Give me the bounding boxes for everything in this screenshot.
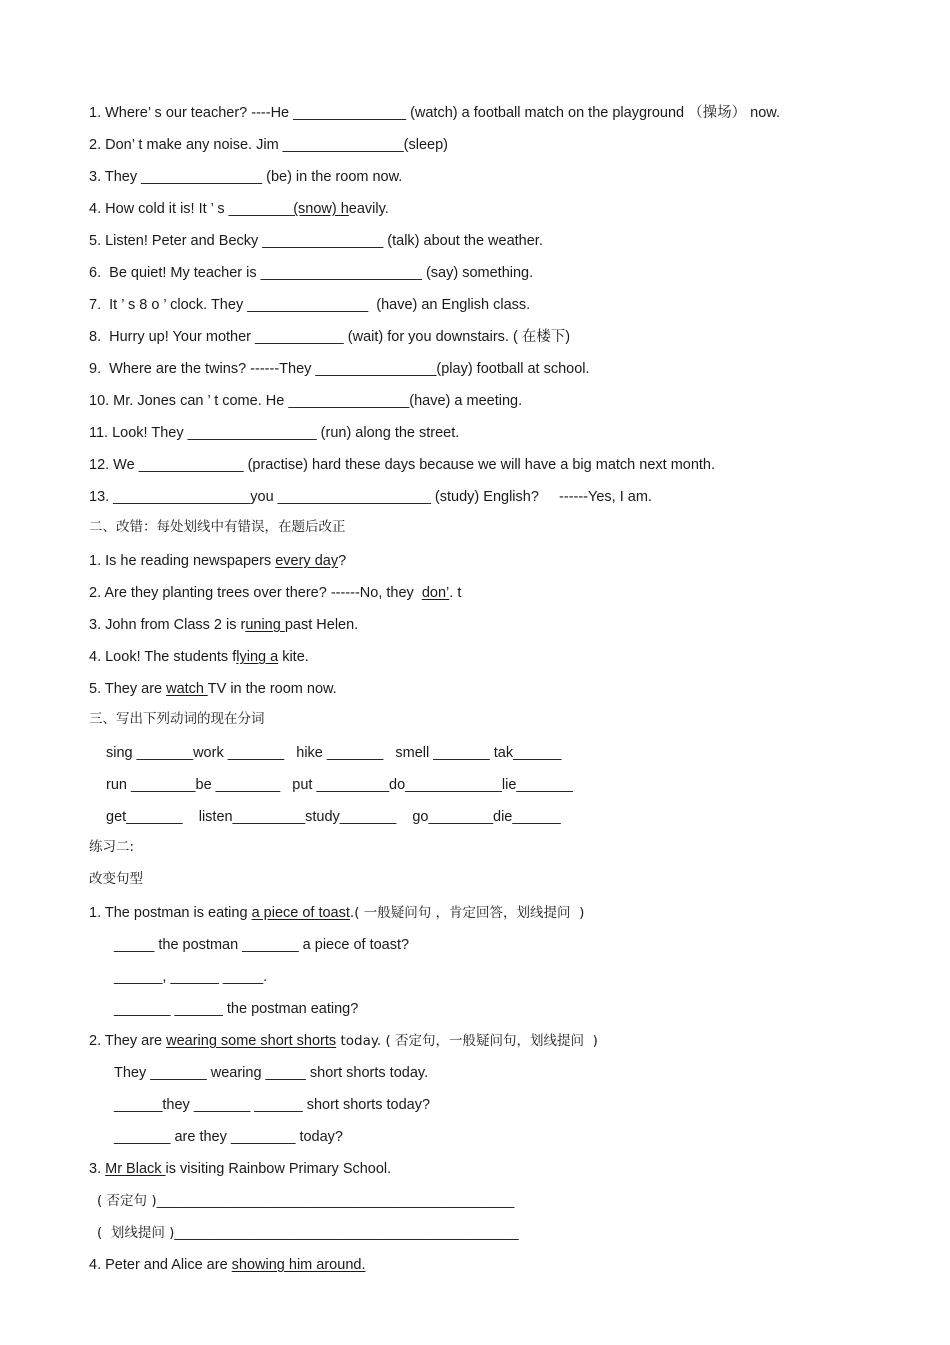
p2-q4-text-end: kite.	[278, 649, 309, 665]
q3-line: 3. They _______________ (be) in the room now.	[89, 169, 403, 185]
p2-q4-text: 4. Look! The students f	[89, 649, 237, 665]
p2-q2-underlined: don’	[421, 585, 450, 601]
s3-underlined: Mr Black	[105, 1161, 166, 1177]
q12-line: 12. We _____________ (practise) hard these days because we will have a big match next month.	[89, 457, 716, 473]
p2-q2-text-end: . t	[449, 585, 462, 601]
s3-line	[89, 1160, 391, 1178]
verb-row-2: run ________be ________ put _________do____________lie_______	[106, 777, 573, 793]
s4-text: 4. Peter and Alice are	[89, 1257, 232, 1273]
part3-heading: 三、写出下列动词的现在分词	[89, 711, 265, 727]
s2-line	[89, 1032, 598, 1050]
p2-q3-text-end: past Helen.	[284, 617, 359, 633]
s2-underlined: wearing some short shorts	[166, 1033, 337, 1049]
q1-line: 1. Where’ s our teacher? ----He ______________ (watch) a football match on the playground （操场） now.	[89, 105, 781, 121]
q10-line: 10. Mr. Jones can ’ t come. He _______________(have) a meeting.	[89, 393, 523, 409]
s1-line	[89, 904, 584, 922]
p2-q2-line	[89, 584, 461, 602]
p2-q4-underlined: lying a	[236, 649, 279, 665]
s2-answer-c: _______ are they ________ today?	[114, 1129, 343, 1145]
q4-underlined: (snow) h	[293, 201, 349, 217]
q11-line: 11. Look! They ________________ (run) along the street.	[89, 425, 460, 441]
s2-text: 2. They are	[89, 1033, 167, 1049]
s2-instructions: today. ( 否定句，一般疑问句，划线提问 )	[336, 1033, 598, 1049]
verb-row-3: get_______ listen_________study_______ go________die______	[106, 809, 561, 825]
part2-heading: 二、改错：每处划线中有错误，在题后改正	[89, 519, 346, 535]
p2-q5-underlined: watch	[166, 681, 208, 697]
s1-answer-b: ______, ______ _____.	[114, 969, 268, 985]
q7-line: 7. It ’ s 8 o ’ clock. They _______________ (have) an English class.	[89, 297, 531, 313]
q4-text-end: eavily.	[348, 201, 389, 217]
p2-q5-text: 5. They are	[89, 681, 167, 697]
s4-underlined: showing him around.	[231, 1257, 366, 1273]
q8-line: 8. Hurry up! Your mother ___________ (wait) for you downstairs. ( 在楼下)	[89, 329, 571, 345]
s1-underlined: a piece of toast	[251, 905, 350, 921]
q4-text: 4. How cold it is! It ’ s ________	[89, 201, 294, 217]
p2-q3-text: 3. John from Class 2 is r	[89, 617, 246, 633]
s1-answer-c: _______ ______ the postman eating?	[114, 1001, 359, 1017]
p2-q1-text-end: ?	[338, 553, 347, 569]
q9-line: 9. Where are the twins? ------They _______________(play) football at school.	[89, 361, 590, 377]
s2-answer-a: They _______ wearing _____ short shorts today.	[114, 1065, 429, 1081]
q13-line: 13. _________________you ___________________ (study) English? ------Yes, I am.	[89, 489, 652, 505]
p2-q3-line	[89, 616, 358, 634]
p2-q2-text: 2. Are they planting trees over there? ------No, they	[89, 585, 422, 601]
s1-text: 1. The postman is eating	[89, 905, 252, 921]
p2-q5-text-end: TV in the room now.	[207, 681, 337, 697]
p2-q1-line	[89, 552, 346, 570]
p2-q5-line	[89, 680, 337, 698]
s3-answer-a: ( 否定句 )_____________________________________________________	[97, 1193, 515, 1209]
p2-q3-underlined: uning	[245, 617, 285, 633]
p2-q4-line	[89, 648, 309, 666]
s4-line	[89, 1256, 365, 1274]
q6-line: 6. Be quiet! My teacher is ____________________ (say) something.	[89, 265, 534, 281]
exercise2-heading: 练习二:	[89, 839, 135, 855]
verb-row-1: sing _______work _______ hike _______ smell _______ tak______	[106, 745, 562, 761]
q4-line	[89, 200, 389, 218]
q5-line: 5. Listen! Peter and Becky _______________ (talk) about the weather.	[89, 233, 543, 249]
s2-answer-b: ______they _______ ______ short shorts today?	[114, 1097, 431, 1113]
s3-text-end: is visiting Rainbow Primary School.	[165, 1161, 392, 1177]
s3-text: 3.	[89, 1161, 106, 1177]
p2-q1-underlined: every day	[275, 553, 339, 569]
s3-answer-b: ( 划线提问 )___________________________________________________	[97, 1225, 519, 1241]
exercise2-subheading: 改变句型	[89, 871, 143, 887]
s1-instructions: .( 一般疑问句 ，肯定回答，划线提问 )	[349, 905, 585, 921]
p2-q1-text: 1. Is he reading newspapers	[89, 553, 276, 569]
q2-line: 2. Don’ t make any noise. Jim _______________(sleep)	[89, 137, 448, 153]
s1-answer-a: _____ the postman _______ a piece of toast?	[114, 937, 410, 953]
